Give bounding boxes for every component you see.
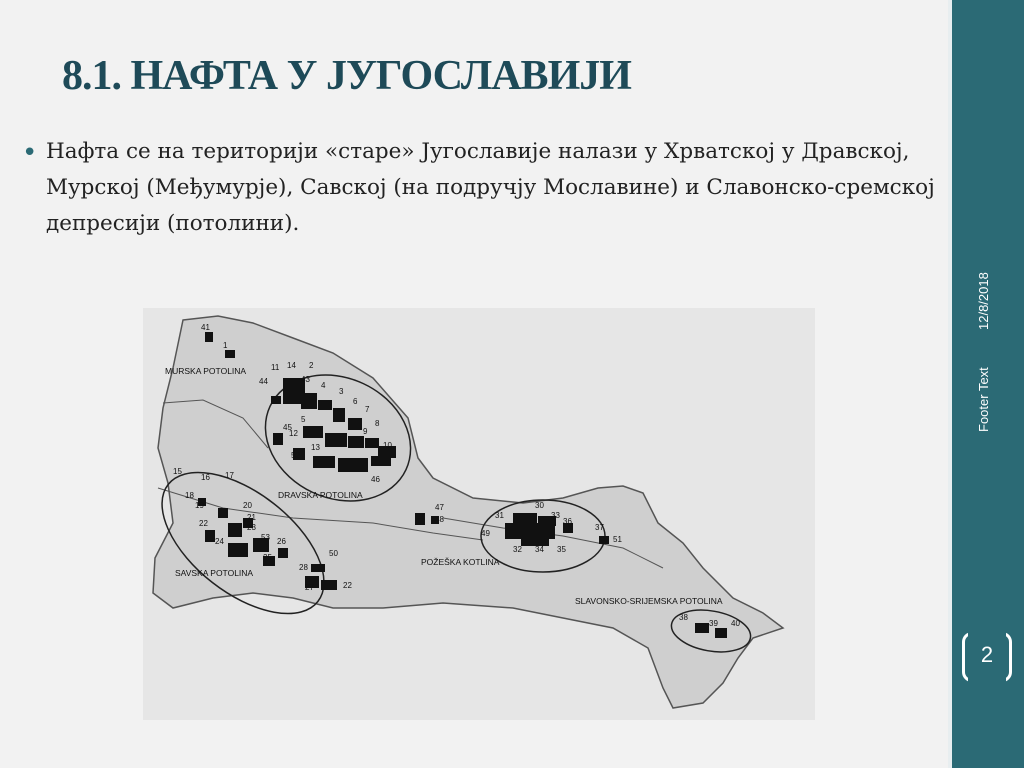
field-number: 23 — [247, 523, 256, 532]
field-number: 13 — [311, 443, 320, 452]
field-number: 28 — [299, 563, 308, 572]
field-number: 52 — [291, 451, 300, 460]
field-number: 10 — [383, 441, 392, 450]
field-number: 31 — [495, 511, 504, 520]
field-number: 11 — [271, 363, 280, 372]
field-number: 51 — [613, 535, 622, 544]
field-number: 45 — [283, 423, 292, 432]
sidebar-divider — [948, 0, 952, 768]
field-number: 18 — [185, 491, 194, 500]
label-slavonsko: SLAVONSKO-SRIJEMSKA POTOLINA — [575, 596, 723, 606]
oil-fields-map — [143, 308, 815, 720]
field-number: 50 — [329, 549, 338, 558]
label-murska: MURSKA POTOLINA — [165, 366, 247, 376]
bullet-text: Нафта се на територији «старе» Југославије налази у Хрватској у Дравској, Мурској (Међумурје), Савској (на подручју Мославине) и Славонско-сремској депресији (потолини). — [46, 139, 935, 236]
field-number: 17 — [225, 471, 234, 480]
field-number: 19 — [195, 501, 204, 510]
label-pozeska: POŽEŠKA KOTLINA — [421, 557, 500, 567]
field-number: 2 — [309, 361, 314, 370]
field-number: 7 — [365, 405, 370, 414]
field-number: 16 — [201, 473, 210, 482]
field-number: 49 — [481, 529, 490, 538]
field-number: 22 — [343, 581, 352, 590]
label-dravska: DRAVSKA POTOLINA — [278, 490, 363, 500]
field-number: 15 — [173, 467, 182, 476]
field-number: 3 — [339, 387, 344, 396]
field-number: 5 — [301, 415, 306, 424]
field-number: 12 — [289, 429, 298, 438]
slide-footer: Footer Text — [976, 367, 991, 432]
slide-date: 12/8/2018 — [976, 272, 991, 330]
bullet-icon: • — [22, 138, 38, 168]
field-number: 48 — [435, 515, 444, 524]
field-number: 37 — [595, 523, 604, 532]
page-number: 2 — [980, 642, 994, 667]
field-number: 53 — [261, 533, 270, 542]
field-number: 34 — [535, 545, 544, 554]
label-savska: SAVSKA POTOLINA — [175, 568, 254, 578]
field-number: 14 — [287, 361, 296, 370]
field-number: 38 — [679, 613, 688, 622]
field-number: 39 — [709, 619, 718, 628]
slide-title: 8.1. НАФТА У ЈУГОСЛАВИЈИ — [62, 53, 631, 99]
field-number: 44 — [259, 377, 268, 386]
field-number: 32 — [513, 545, 522, 554]
field-number: 9 — [363, 427, 368, 436]
field-number: 33 — [551, 511, 560, 520]
field-number: 47 — [435, 503, 444, 512]
field-number: 1 — [223, 341, 228, 350]
field-number: 35 — [557, 545, 566, 554]
field-number: 8 — [375, 419, 380, 428]
field-number: 22 — [199, 519, 208, 528]
field-number: 43 — [301, 375, 310, 384]
field-number: 41 — [201, 323, 210, 332]
field-number: 24 — [215, 537, 224, 546]
field-number: 21 — [247, 513, 256, 522]
field-number: 46 — [371, 475, 380, 484]
field-number: 4 — [321, 381, 326, 390]
field-number: 25 — [263, 553, 272, 562]
field-number: 30 — [535, 501, 544, 510]
field-number: 40 — [731, 619, 740, 628]
field-number: 20 — [243, 501, 252, 510]
field-number: 27 — [305, 583, 314, 592]
field-number: 6 — [353, 397, 358, 406]
field-number: 26 — [277, 537, 286, 546]
field-number: 36 — [563, 517, 572, 526]
